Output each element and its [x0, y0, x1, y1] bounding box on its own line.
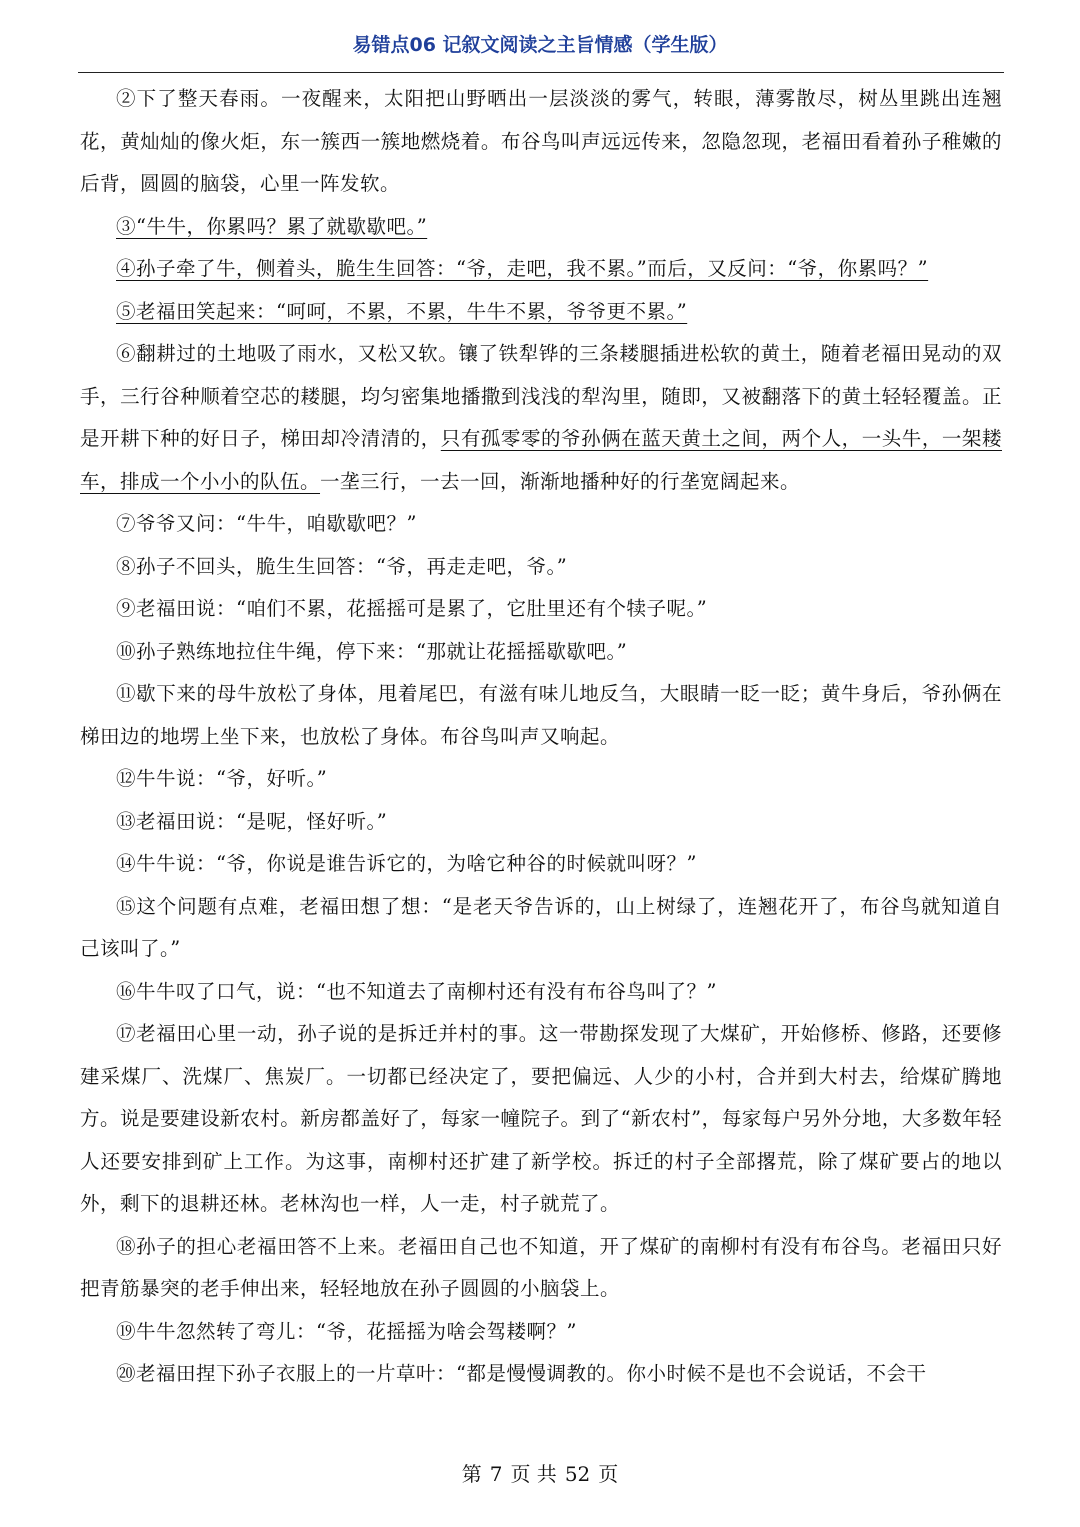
footer-middle: 页 共 — [510, 1462, 557, 1486]
paragraph-8: ⑧孙子不回头，脆生生回答：“爷，再走走吧，爷。” — [116, 554, 568, 578]
paragraph-19: ⑲牛牛忽然转了弯儿：“爷，花摇摇为啥会驾耧啊？” — [116, 1319, 577, 1343]
paragraph-6-tail: 一垄三行，一去一回，渐渐地播种好的行垄宽阔起来。 — [320, 469, 801, 493]
paragraph-12: ⑫牛牛说：“爷，好听。” — [116, 767, 328, 790]
paragraph-13: ⑬老福田说：“是呢，怪好听。” — [116, 809, 388, 833]
article-body — [80, 78, 1002, 1396]
page-footer — [0, 1458, 1080, 1487]
paragraph-5 — [80, 291, 1002, 334]
paragraph-2: ②下了整天春雨。一夜醒来，太阳把山野晒出一层淡淡的雾气，转眼，薄雾散尽，树丛里跳出连翘花，黄灿灿的像火炬，东一簇西一簇地燃烧着。布谷鸟叫声远远传来，忽隐忽现，老福田看着孙子稚嫩的后背，圆圆的脑袋，心里一阵发软。 — [80, 87, 1002, 195]
paragraph-14: ⑭牛牛说：“爷，你说是谁告诉它的，为啥它种谷的时候就叫呀？” — [116, 852, 697, 875]
paragraph-4 — [80, 248, 1002, 291]
paragraph-10: ⑩孙子熟练地拉住牛绳，停下来：“那就让花摇摇歇歇吧。” — [116, 639, 628, 663]
underlined-sentence: ⑤老福田笑起来：“呵呵，不累，不累，牛牛不累，爷爷更不累。” — [116, 299, 688, 323]
paragraph-3 — [80, 206, 1002, 249]
footer-suffix: 页 — [598, 1462, 619, 1486]
paragraph-17: ⑰老福田心里一动，孙子说的是拆迁并村的事。这一带勘探发现了大煤矿，开始修桥、修路，还要修建采煤厂、洗煤厂、焦炭厂。一切都已经决定了，要把偏远、人少的小村，合并到大村去，给煤矿腾地方。说是要建设新农村。新房都盖好了，每家一幢院子。到了“新农村”，每家每户另外分地，大多数年轻人还要安排到矿上工作。为这事，南柳村还扩建了新学校。拆迁的村子全部撂荒，除了煤矿要占的地以外，剩下的退耕还林。老林沟也一样，人一走，村子就荒了。 — [80, 1022, 1002, 1215]
paragraph-9: ⑨老福田说：“咱们不累，花摇摇可是累了，它肚里还有个犊子呢。” — [116, 597, 708, 620]
footer-prefix: 第 — [461, 1462, 482, 1486]
paragraph-15: ⑮这个问题有点难，老福田想了想：“是老天爷告诉的，山上树绿了，连翘花开了，布谷鸟就知道自己该叫了。” — [80, 894, 1002, 960]
paragraph-11: ⑪歇下来的母牛放松了身体，甩着尾巴，有滋有味儿地反刍，大眼睛一眨一眨；黄牛身后，爷孙俩在梯田边的地塄上坐下来，也放松了身体。布谷鸟叫声又响起。 — [80, 682, 1002, 748]
underlined-sentence: ③“牛牛，你累吗？累了就歇歇吧。” — [116, 214, 428, 238]
underlined-sentence: ④孙子牵了牛，侧着头，脆生生回答：“爷，走吧，我不累。”而后，又反问：“爷，你累吗？” — [116, 257, 929, 280]
paragraph-6 — [80, 333, 1002, 503]
page-header-title: 易错点06 记叙文阅读之主旨情感（学生版） — [352, 34, 728, 56]
underlined-sentence: 只有孤零零的爷孙俩在蓝天黄土之间，两个人，一头牛，一架耧车，排成一个小小的队伍。 — [80, 427, 1002, 493]
paragraph-20: ⑳老福田捏下孙子衣服上的一片草叶：“都是慢慢调教的。你小时候不是也不会说话，不会干 — [116, 1362, 927, 1385]
paragraph-7: ⑦爷爷又问：“牛牛，咱歇歇吧？” — [116, 512, 417, 535]
header-divider — [78, 72, 1004, 73]
paragraph-16: ⑯牛牛叹了口气，说：“也不知道去了南柳村还有没有布谷鸟叫了？” — [116, 979, 717, 1003]
current-page-number: 7 — [489, 1462, 503, 1486]
paragraph-6-text: ⑥翻耕过的土地吸了雨水，又松又软。镶了铁犁铧的三条耧腿插进松软的黄土，随着老福田晃动的双手，三行谷种顺着空芯的耧腿，均匀密集地播撒到浅浅的犁沟里，随即，又被翻落下的黄土轻轻覆盖。正是开耕下种的好日子，梯田却冷清清的， — [80, 342, 1002, 450]
total-pages: 52 — [564, 1462, 591, 1486]
paragraph-18: ⑱孙子的担心老福田答不上来。老福田自己也不知道，开了煤矿的南柳村有没有布谷鸟。老福田只好把青筋暴突的老手伸出来，轻轻地放在孙子圆圆的小脑袋上。 — [80, 1234, 1002, 1300]
